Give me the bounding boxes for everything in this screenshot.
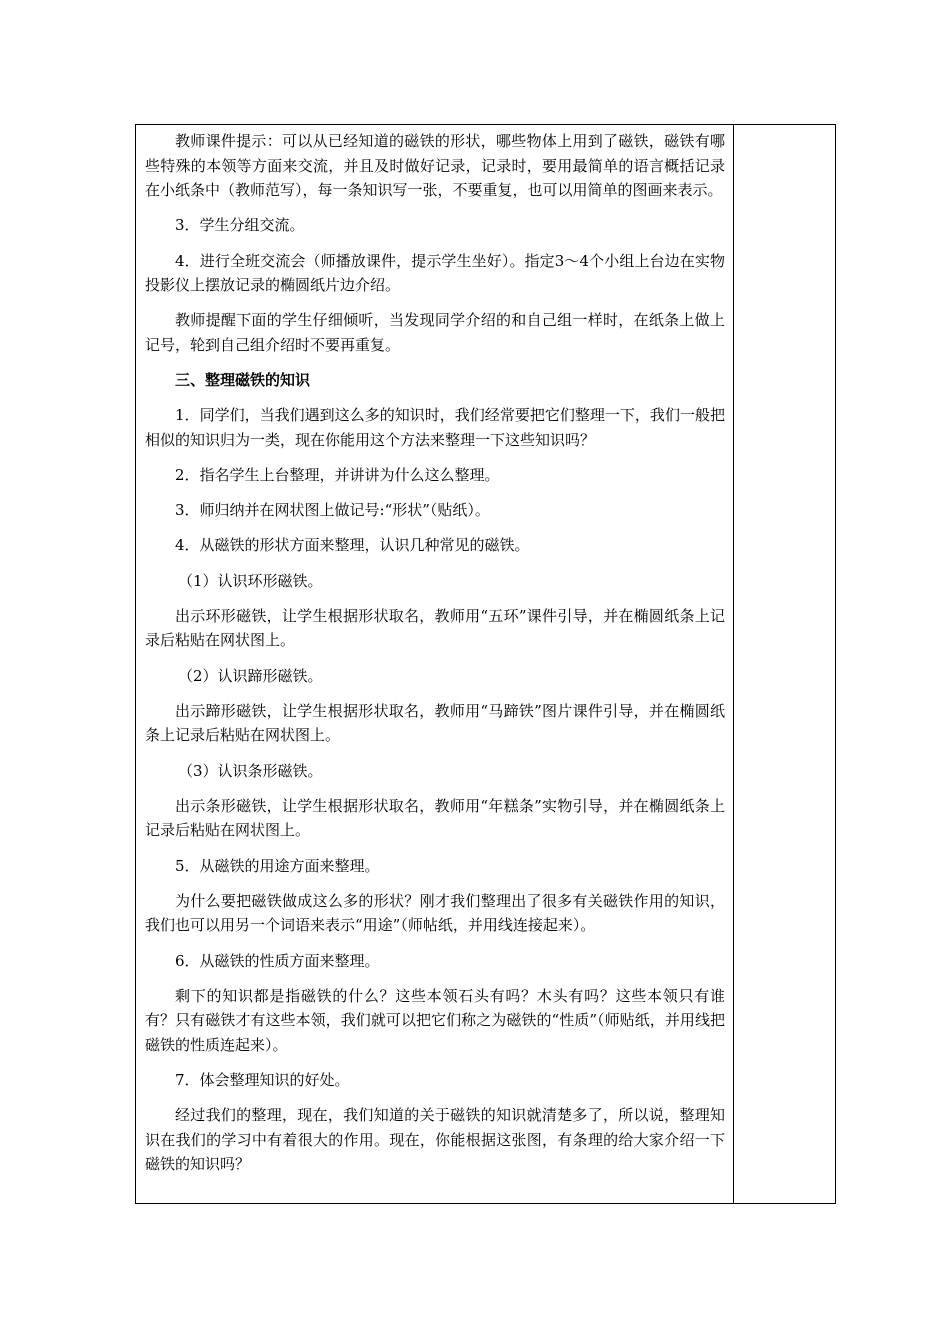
lesson-content [145, 129, 725, 1177]
paragraph: 4．从磁铁的形状方面来整理，认识几种常见的磁铁。 [175, 536, 530, 555]
paragraph: 教师课件提示：可以从已经知道的磁铁的形状，哪些物体上用到了磁铁，磁铁有哪些特殊的本领等方面来交流，并且及时做好记录，记录时，要用最简单的语言概括记录在小纸条中（教师范写），每一条知识写一张，不要重复，也可以用简单的图画来表示。 [145, 132, 725, 200]
lesson-plan-table [135, 124, 836, 1204]
paragraph: 经过我们的整理，现在，我们知道的关于磁铁的知识就清楚多了，所以说，整理知识在我们的学习中有着很大的作用。现在，你能根据这张图，有条理的给大家介绍一下磁铁的知识吗？ [145, 1106, 725, 1174]
paragraph: 5．从磁铁的用途方面来整理。 [175, 856, 380, 875]
paragraph: 2．指名学生上台整理，并讲讲为什么这么整理。 [175, 466, 500, 485]
notes-column-cell [734, 125, 836, 1204]
paragraph: 3．师归纳并在网状图上做记号:“形状”（贴纸）。 [175, 501, 490, 520]
lesson-content-cell [136, 125, 734, 1204]
paragraph: 3．学生分组交流。 [175, 216, 305, 235]
paragraph: 出示蹄形磁铁，让学生根据形状取名，教师用“马蹄铁”图片课件引导，并在椭圆纸条上记录后粘贴在网状图上。 [145, 701, 725, 745]
section-heading: 三、整理磁铁的知识 [175, 371, 311, 390]
paragraph: 剩下的知识都是指磁铁的什么？这些本领石头有吗？木头有吗？这些本领只有谁有？只有磁铁才有这些本领，我们就可以把它们称之为磁铁的“性质”（师贴纸，并用线把磁铁的性质连起来）。 [145, 986, 725, 1054]
sub-heading: （2）认识蹄形磁铁。 [178, 666, 323, 685]
sub-heading: （1）认识环形磁铁。 [178, 571, 323, 590]
paragraph: 4．进行全班交流会（师播放课件，提示学生坐好）。指定3～4个小组上台边在实物投影仪上摆放记录的椭圆纸片边介绍。 [145, 251, 725, 295]
sub-heading: （3）认识条形磁铁。 [178, 761, 323, 780]
paragraph: 出示环形磁铁，让学生根据形状取名，教师用“五环”课件引导，并在椭圆纸条上记录后粘贴在网状图上。 [145, 606, 725, 650]
paragraph: 7．体会整理知识的好处。 [175, 1071, 350, 1090]
paragraph: 1．同学们，当我们遇到这么多的知识时，我们经常要把它们整理一下，我们一般把相似的知识归为一类，现在你能用这个方法来整理一下这些知识吗？ [145, 406, 725, 449]
paragraph: 教师提醒下面的学生仔细倾听，当发现同学介绍的和自己组一样时，在纸条上做上记号，轮到自己组介绍时不要再重复。 [145, 311, 725, 354]
paragraph: 出示条形磁铁，让学生根据形状取名，教师用“年糕条”实物引导，并在椭圆纸条上记录后粘贴在网状图上。 [145, 796, 725, 840]
paragraph: 6．从磁铁的性质方面来整理。 [175, 951, 380, 970]
paragraph: 为什么要把磁铁做成这么多的形状？刚才我们整理出了很多有关磁铁作用的知识，我们也可以用另一个词语来表示“用途”（师帖纸，并用线连接起来）。 [145, 891, 725, 935]
